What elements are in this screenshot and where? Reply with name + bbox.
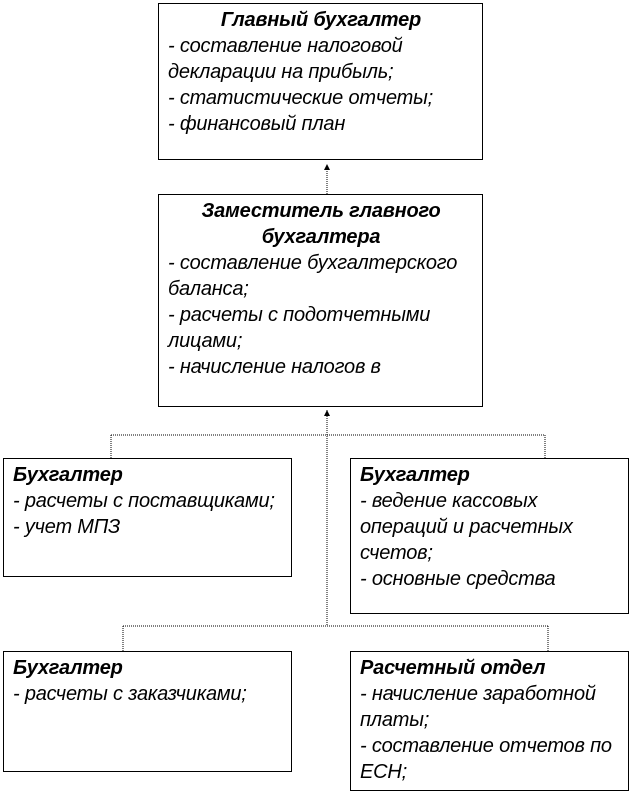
box-title: Бухгалтер: [13, 464, 123, 486]
box-deputy-chief-accountant: [158, 194, 483, 407]
box-duty: - основные средства: [360, 568, 556, 590]
box-title: Заместитель главного бухгалтера: [201, 200, 441, 248]
box-duty: - начисление налогов в: [168, 356, 381, 378]
box-title: Главный бухгалтер: [220, 9, 422, 31]
box-duty: - расчеты с заказчиками;: [13, 683, 247, 705]
box-accountant-suppliers: [3, 458, 292, 577]
arrowhead-chief: [324, 164, 330, 170]
box-duty: - учет МПЗ: [13, 516, 121, 538]
box-accountant-customers: [3, 651, 292, 772]
box-duty: - ведение кассовых операций и расчетных счетов;: [360, 490, 573, 564]
box-duty: - составление бухгалтерского баланса;: [168, 252, 458, 300]
box-title: Бухгалтер: [360, 464, 470, 486]
box-accountant-cash: [350, 458, 629, 614]
arrowhead-deputy: [324, 410, 330, 416]
box-title: Бухгалтер: [13, 657, 123, 679]
box-duty: - составление отчетов по ЕСН;: [360, 735, 612, 783]
box-chief-accountant: [158, 3, 483, 160]
box-payroll-department: [350, 651, 629, 791]
box-duty: - статистические отчеты;: [168, 87, 434, 109]
box-duty: - расчеты с подотчетными лицами;: [168, 304, 431, 352]
box-title: Расчетный отдел: [360, 657, 546, 679]
box-duty: - составление налоговой декларации на прибыль;: [168, 35, 403, 83]
box-duty: - финансовый план: [168, 113, 346, 135]
box-duty: - расчеты с поставщиками;: [13, 490, 275, 512]
box-duty: - начисление заработной платы;: [360, 683, 596, 731]
